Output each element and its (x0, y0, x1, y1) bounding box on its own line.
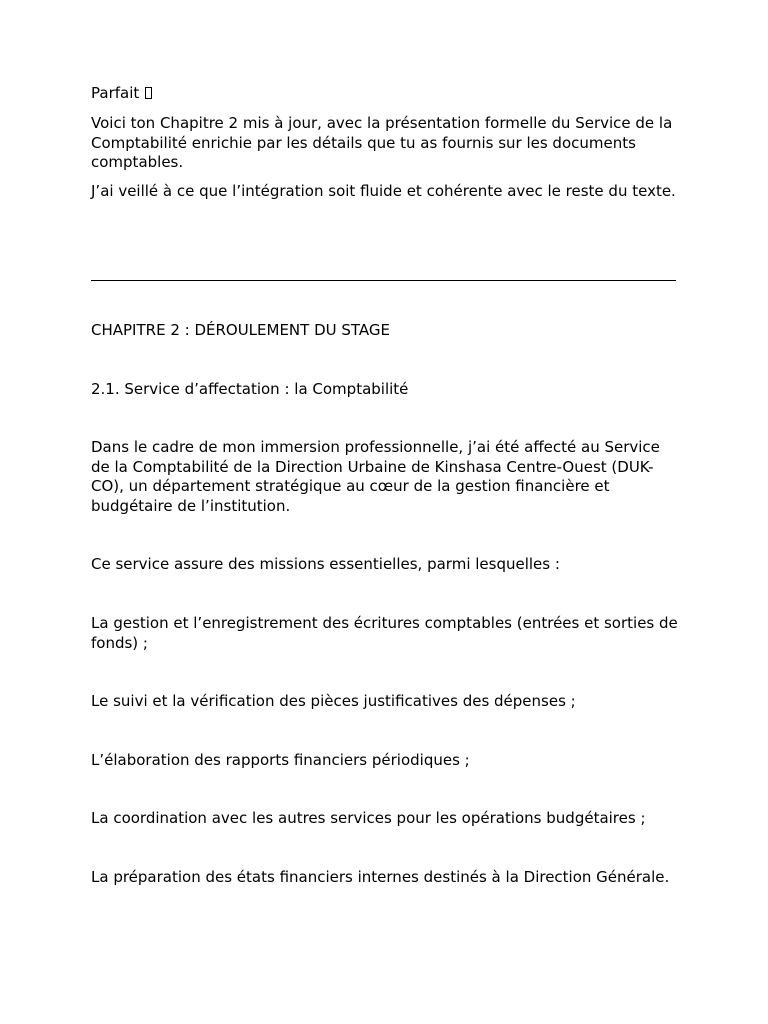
mission-item: La gestion et l’enregistrement des écritures comptables (entrées et sorties de fonds) ; (91, 614, 678, 652)
mission-item: L’élaboration des rapports financiers périodiques ; (91, 751, 470, 769)
greeting-line (91, 84, 681, 104)
intro-paragraph-2: J’ai veillé à ce que l’intégration soit fluide et cohérente avec le reste du texte. (91, 182, 676, 200)
greeting-text: Parfait (91, 84, 145, 102)
missions-intro: Ce service assure des missions essentielles, parmi lesquelles : (91, 555, 560, 573)
mission-item: Le suivi et la vérification des pièces justificatives des dépenses ; (91, 692, 576, 710)
horizontal-divider (91, 280, 676, 281)
chapter-paragraph: Dans le cadre de mon immersion professionnelle, j’ai été affecté au Service de la Comptabilité de la Direction Urbaine de Kinshasa Centre-Ouest (DUK-CO), un département stratégique au cœur de la gestion financière et budgétaire de l’institution. (91, 438, 660, 515)
section-title: 2.1. Service d’affectation : la Comptabilité (91, 380, 409, 398)
chapter-title: CHAPITRE 2 : DÉROULEMENT DU STAGE (91, 321, 391, 339)
intro-paragraph: Voici ton Chapitre 2 mis à jour, avec la présentation formelle du Service de la Comptabilité enrichie par les détails que tu as fournis sur les documents comptables. (91, 114, 673, 171)
mission-item: La coordination avec les autres services pour les opérations budgétaires ; (91, 809, 646, 827)
mission-item: La préparation des états financiers internes destinés à la Direction Générale. (91, 868, 670, 886)
missing-glyph-icon (145, 87, 152, 99)
